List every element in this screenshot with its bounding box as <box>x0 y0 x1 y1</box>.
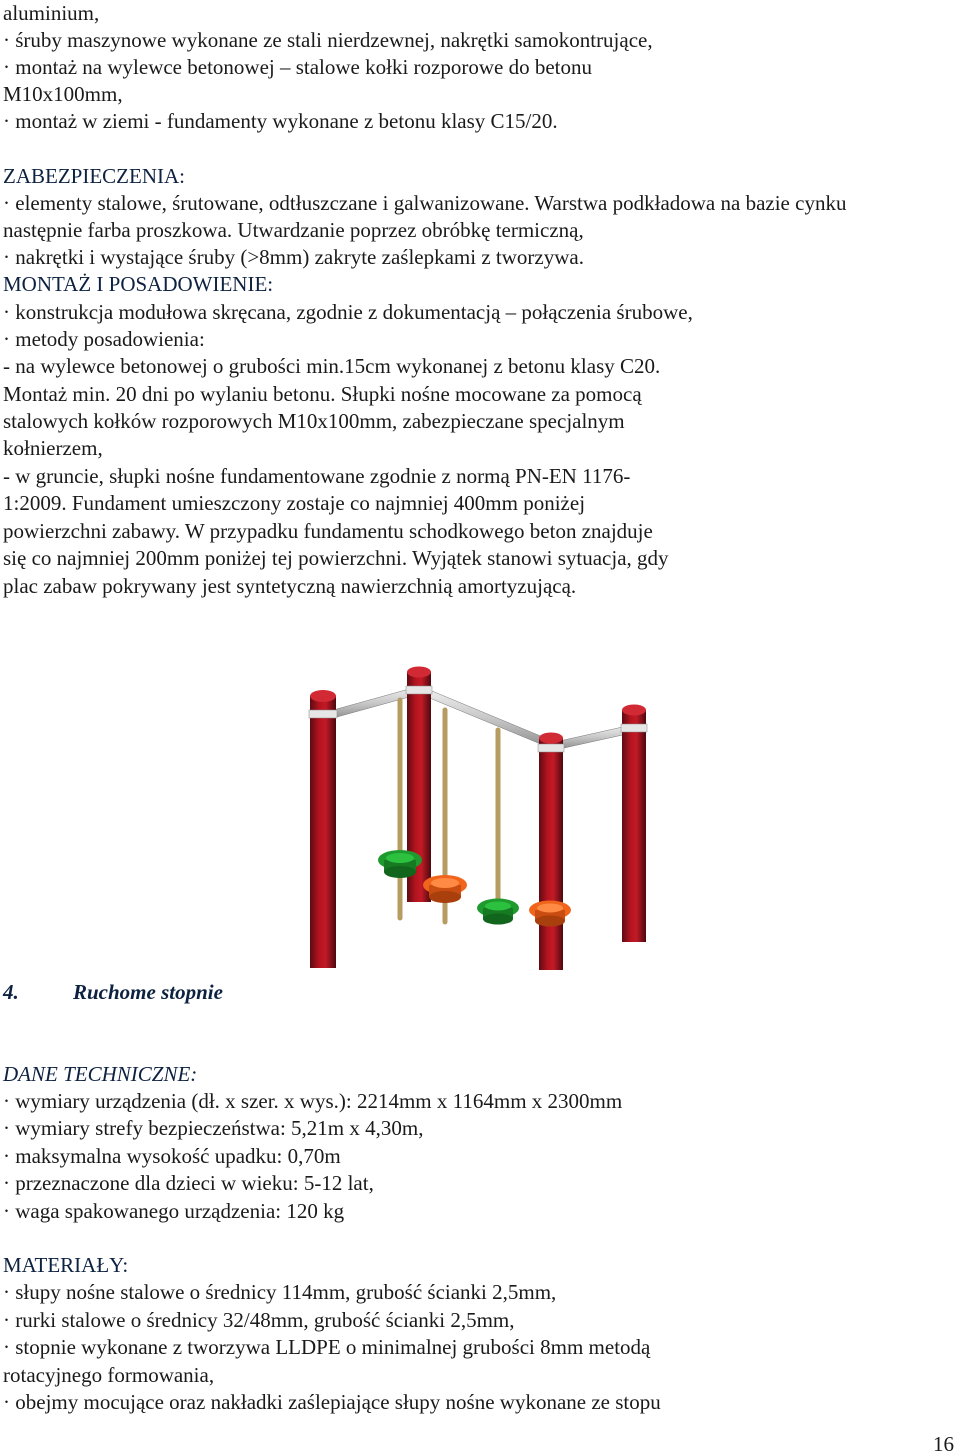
heading-montaz: MONTAŻ I POSADOWIENIE: <box>3 272 274 296</box>
section-title: Ruchome stopnie <box>73 980 223 1004</box>
text-line: · montaż w ziemi - fundamenty wykonane z betonu klasy C15/20. <box>3 109 558 133</box>
text-line: · waga spakowanego urządzenia: 120 kg <box>3 1199 345 1223</box>
text-line: · montaż na wylewce betonowej – stalowe kołki rozporowe do betonu <box>3 55 592 79</box>
post-right <box>621 705 647 943</box>
heading-materialy: MATERIAŁY: <box>3 1253 129 1277</box>
post-left <box>309 690 337 968</box>
heading-zabezpieczenia: ZABEZPIECZENIA: <box>3 164 185 188</box>
text-line: - na wylewce betonowej o grubości min.15cm wykonanej z betonu klasy C20. <box>3 354 661 378</box>
text-line: 1:2009. Fundament umieszczony zostaje co najmniej 400mm poniżej <box>3 491 586 515</box>
text-line: · nakrętki i wystające śruby (>8mm) zakryte zaślepkami z tworzywa. <box>3 245 584 269</box>
text-line: · słupy nośne stalowe o średnicy 114mm, grubość ścianki 2,5mm, <box>3 1280 557 1304</box>
text-line: się co najmniej 200mm poniżej tej powierzchni. Wyjątek stanowi sytuacja, gdy <box>3 546 669 570</box>
text-line: · wymiary urządzenia (dł. x szer. x wys.): 2214mm x 1164mm x 2300mm <box>3 1089 623 1113</box>
crossbar <box>326 686 636 750</box>
post-center-back <box>538 733 564 971</box>
text-line: · wymiary strefy bezpieczeństwa: 5,21m x 4,30m, <box>3 1116 424 1140</box>
text-line: aluminium, <box>3 1 100 25</box>
text-line: Montaż min. 20 dni po wylaniu betonu. Słupki nośne mocowane za pomocą <box>3 382 642 406</box>
text-line: M10x100mm, <box>3 82 123 106</box>
text-line: kołnierzem, <box>3 436 103 460</box>
text-line: · elementy stalowe, śrutowane, odtłuszczane i galwanizowane. Warstwa podkładowa na bazie cynku <box>3 191 847 215</box>
text-line: · metody posadowienia: <box>3 327 205 351</box>
text-line: · obejmy mocujące oraz nakładki zaślepiające słupy nośne wykonane ze stopu <box>3 1390 661 1414</box>
text-line: stalowych kołków rozporowych M10x100mm, zabezpieczane specjalnym <box>3 409 625 433</box>
product-illustration <box>300 660 660 970</box>
text-line: - w gruncie, słupki nośne fundamentowane zgodnie z normą PN-EN 1176- <box>3 464 631 488</box>
page-number: 16 <box>933 1432 954 1456</box>
text-line: następnie farba proszkowa. Utwardzanie poprzez obróbkę termiczną, <box>3 218 584 242</box>
text-line: rotacyjnego formowania, <box>3 1363 215 1387</box>
section-number: 4. <box>3 980 19 1004</box>
text-line: · maksymalna wysokość upadku: 0,70m <box>3 1144 341 1168</box>
text-line: · konstrukcja modułowa skręcana, zgodnie z dokumentacją – połączenia śrubowe, <box>3 300 693 324</box>
heading-dane-techniczne: DANE TECHNICZNE: <box>3 1062 198 1086</box>
text-line: · rurki stalowe o średnicy 32/48mm, grubość ścianki 2,5mm, <box>3 1308 515 1332</box>
text-line: powierzchni zabawy. W przypadku fundamentu schodkowego beton znajduje <box>3 519 653 543</box>
step-green-2 <box>477 899 519 925</box>
step-orange-2 <box>529 901 571 927</box>
text-line: · śruby maszynowe wykonane ze stali nierdzewnej, nakrętki samokontrujące, <box>3 28 653 52</box>
text-line: · stopnie wykonane z tworzywa LLDPE o minimalnej grubości 8mm metodą <box>3 1335 651 1359</box>
text-line: plac zabaw pokrywany jest syntetyczną nawierzchnią amortyzującą. <box>3 574 577 598</box>
text-line: · przeznaczone dla dzieci w wieku: 5-12 lat, <box>3 1171 374 1195</box>
